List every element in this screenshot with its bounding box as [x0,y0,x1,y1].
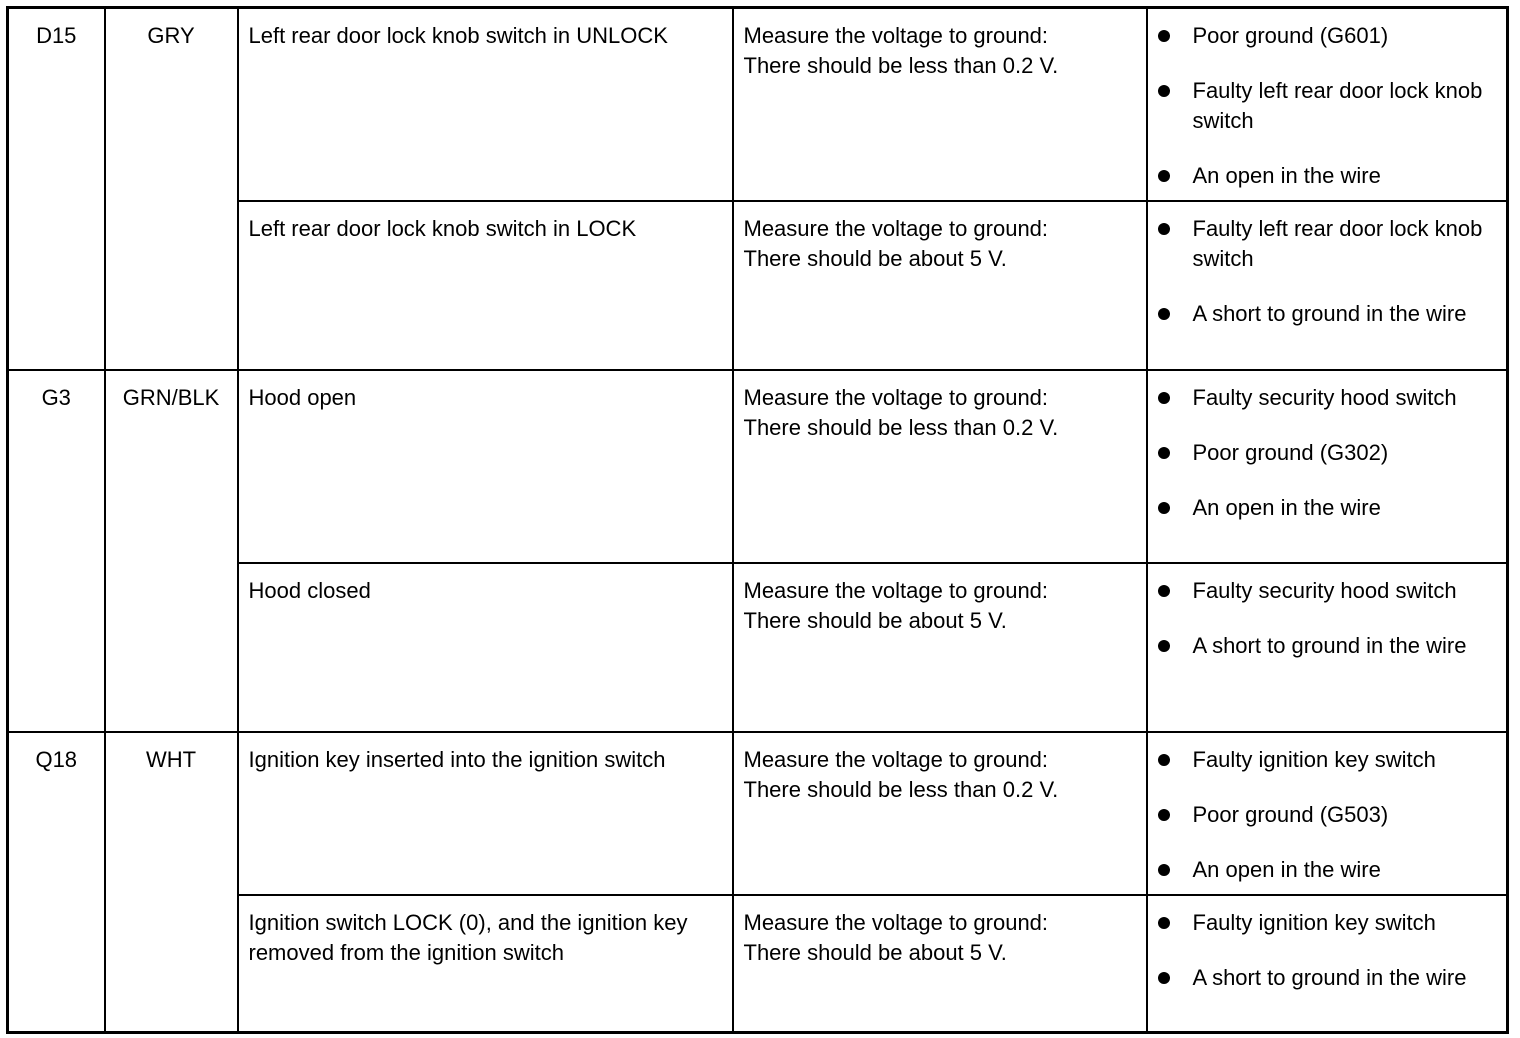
test-condition-cell: Left rear door lock knob switch in LOCK [238,201,733,370]
test-result-line: There should be less than 0.2 V. [743,776,1059,802]
possible-causes-cell [1147,201,1508,370]
list-item [1158,800,1497,830]
bullet-icon [1158,640,1170,652]
bullet-icon [1158,447,1170,459]
list-item [1158,214,1497,274]
test-result-cell [733,201,1147,370]
wire-color-cell: GRY [105,8,238,370]
list-item [1158,299,1497,329]
bullet-icon [1158,972,1170,984]
cause-text: Faulty left rear door lock knob switch [1192,215,1483,271]
bullet-icon [1158,809,1170,821]
cause-text: Poor ground (G503) [1192,801,1389,827]
list-item [1158,76,1497,136]
bullet-icon [1158,223,1170,235]
cause-text: Faulty ignition key switch [1192,746,1436,772]
table-row [8,732,1508,895]
test-condition-cell: Left rear door lock knob switch in UNLOCK [238,8,733,201]
cause-text: Faulty security hood switch [1192,384,1457,410]
test-result-cell [733,8,1147,201]
cause-text: A short to ground in the wire [1192,964,1467,990]
test-result-line: Measure the voltage to ground: [743,746,1049,772]
bullet-icon [1158,585,1170,597]
list-item [1158,438,1497,468]
list-item [1158,631,1497,661]
test-result-line: Measure the voltage to ground: [743,384,1049,410]
test-result-cell [733,895,1147,1033]
bullet-icon [1158,502,1170,514]
cause-text: A short to ground in the wire [1192,632,1467,658]
bullet-icon [1158,864,1170,876]
test-condition-cell: Hood closed [238,563,733,732]
list-item [1158,855,1497,885]
cause-text: An open in the wire [1192,856,1381,882]
test-result-line: Measure the voltage to ground: [743,909,1049,935]
cause-list [1158,214,1497,329]
bullet-icon [1158,754,1170,766]
test-result-cell [733,732,1147,895]
troubleshooting-table [6,6,1509,1034]
test-condition-cell: Ignition switch LOCK (0), and the ignition key removed from the ignition switch [238,895,733,1033]
cause-text: A short to ground in the wire [1192,300,1467,326]
cause-text: An open in the wire [1192,163,1381,188]
cause-text: Poor ground (G302) [1192,439,1389,465]
test-condition-cell: Ignition key inserted into the ignition switch [238,732,733,895]
bullet-icon [1158,392,1170,404]
list-item [1158,745,1497,775]
list-item [1158,963,1497,993]
cause-list [1158,21,1497,191]
cause-text: Poor ground (G601) [1192,23,1389,48]
test-result-line: There should be less than 0.2 V. [743,414,1059,440]
test-result-line: Measure the voltage to ground: [743,23,1049,48]
terminal-cell: Q18 [8,732,105,1033]
list-item [1158,576,1497,606]
bullet-icon [1158,30,1170,42]
bullet-icon [1158,917,1170,929]
cause-list [1158,745,1497,885]
test-result-line: There should be about 5 V. [743,939,1007,965]
cause-list [1158,383,1497,523]
cause-text: Faulty left rear door lock knob switch [1192,78,1483,133]
list-item [1158,493,1497,523]
list-item [1158,908,1497,938]
possible-causes-cell [1147,563,1508,732]
test-result-line: There should be less than 0.2 V. [743,53,1059,78]
bullet-icon [1158,308,1170,320]
possible-causes-cell [1147,732,1508,895]
terminal-cell: G3 [8,370,105,732]
test-condition-cell: Hood open [238,370,733,563]
table-row [8,8,1508,201]
wire-color-cell: GRN/BLK [105,370,238,732]
test-result-line: Measure the voltage to ground: [743,215,1049,241]
possible-causes-cell [1147,895,1508,1033]
possible-causes-cell [1147,370,1508,563]
wire-color-cell: WHT [105,732,238,1033]
list-item [1158,383,1497,413]
test-result-cell [733,370,1147,563]
test-result-line: There should be about 5 V. [743,607,1007,633]
cause-text: Faulty security hood switch [1192,577,1457,603]
cause-text: An open in the wire [1192,494,1381,520]
table-row [8,370,1508,563]
list-item [1158,161,1497,191]
cause-list [1158,576,1497,661]
test-result-line: There should be about 5 V. [743,245,1007,271]
test-result-line: Measure the voltage to ground: [743,577,1049,603]
possible-causes-cell [1147,8,1508,201]
terminal-cell: D15 [8,8,105,370]
cause-list [1158,908,1497,993]
bullet-icon [1158,85,1170,97]
bullet-icon [1158,170,1170,182]
test-result-cell [733,563,1147,732]
list-item [1158,21,1497,51]
cause-text: Faulty ignition key switch [1192,909,1436,935]
